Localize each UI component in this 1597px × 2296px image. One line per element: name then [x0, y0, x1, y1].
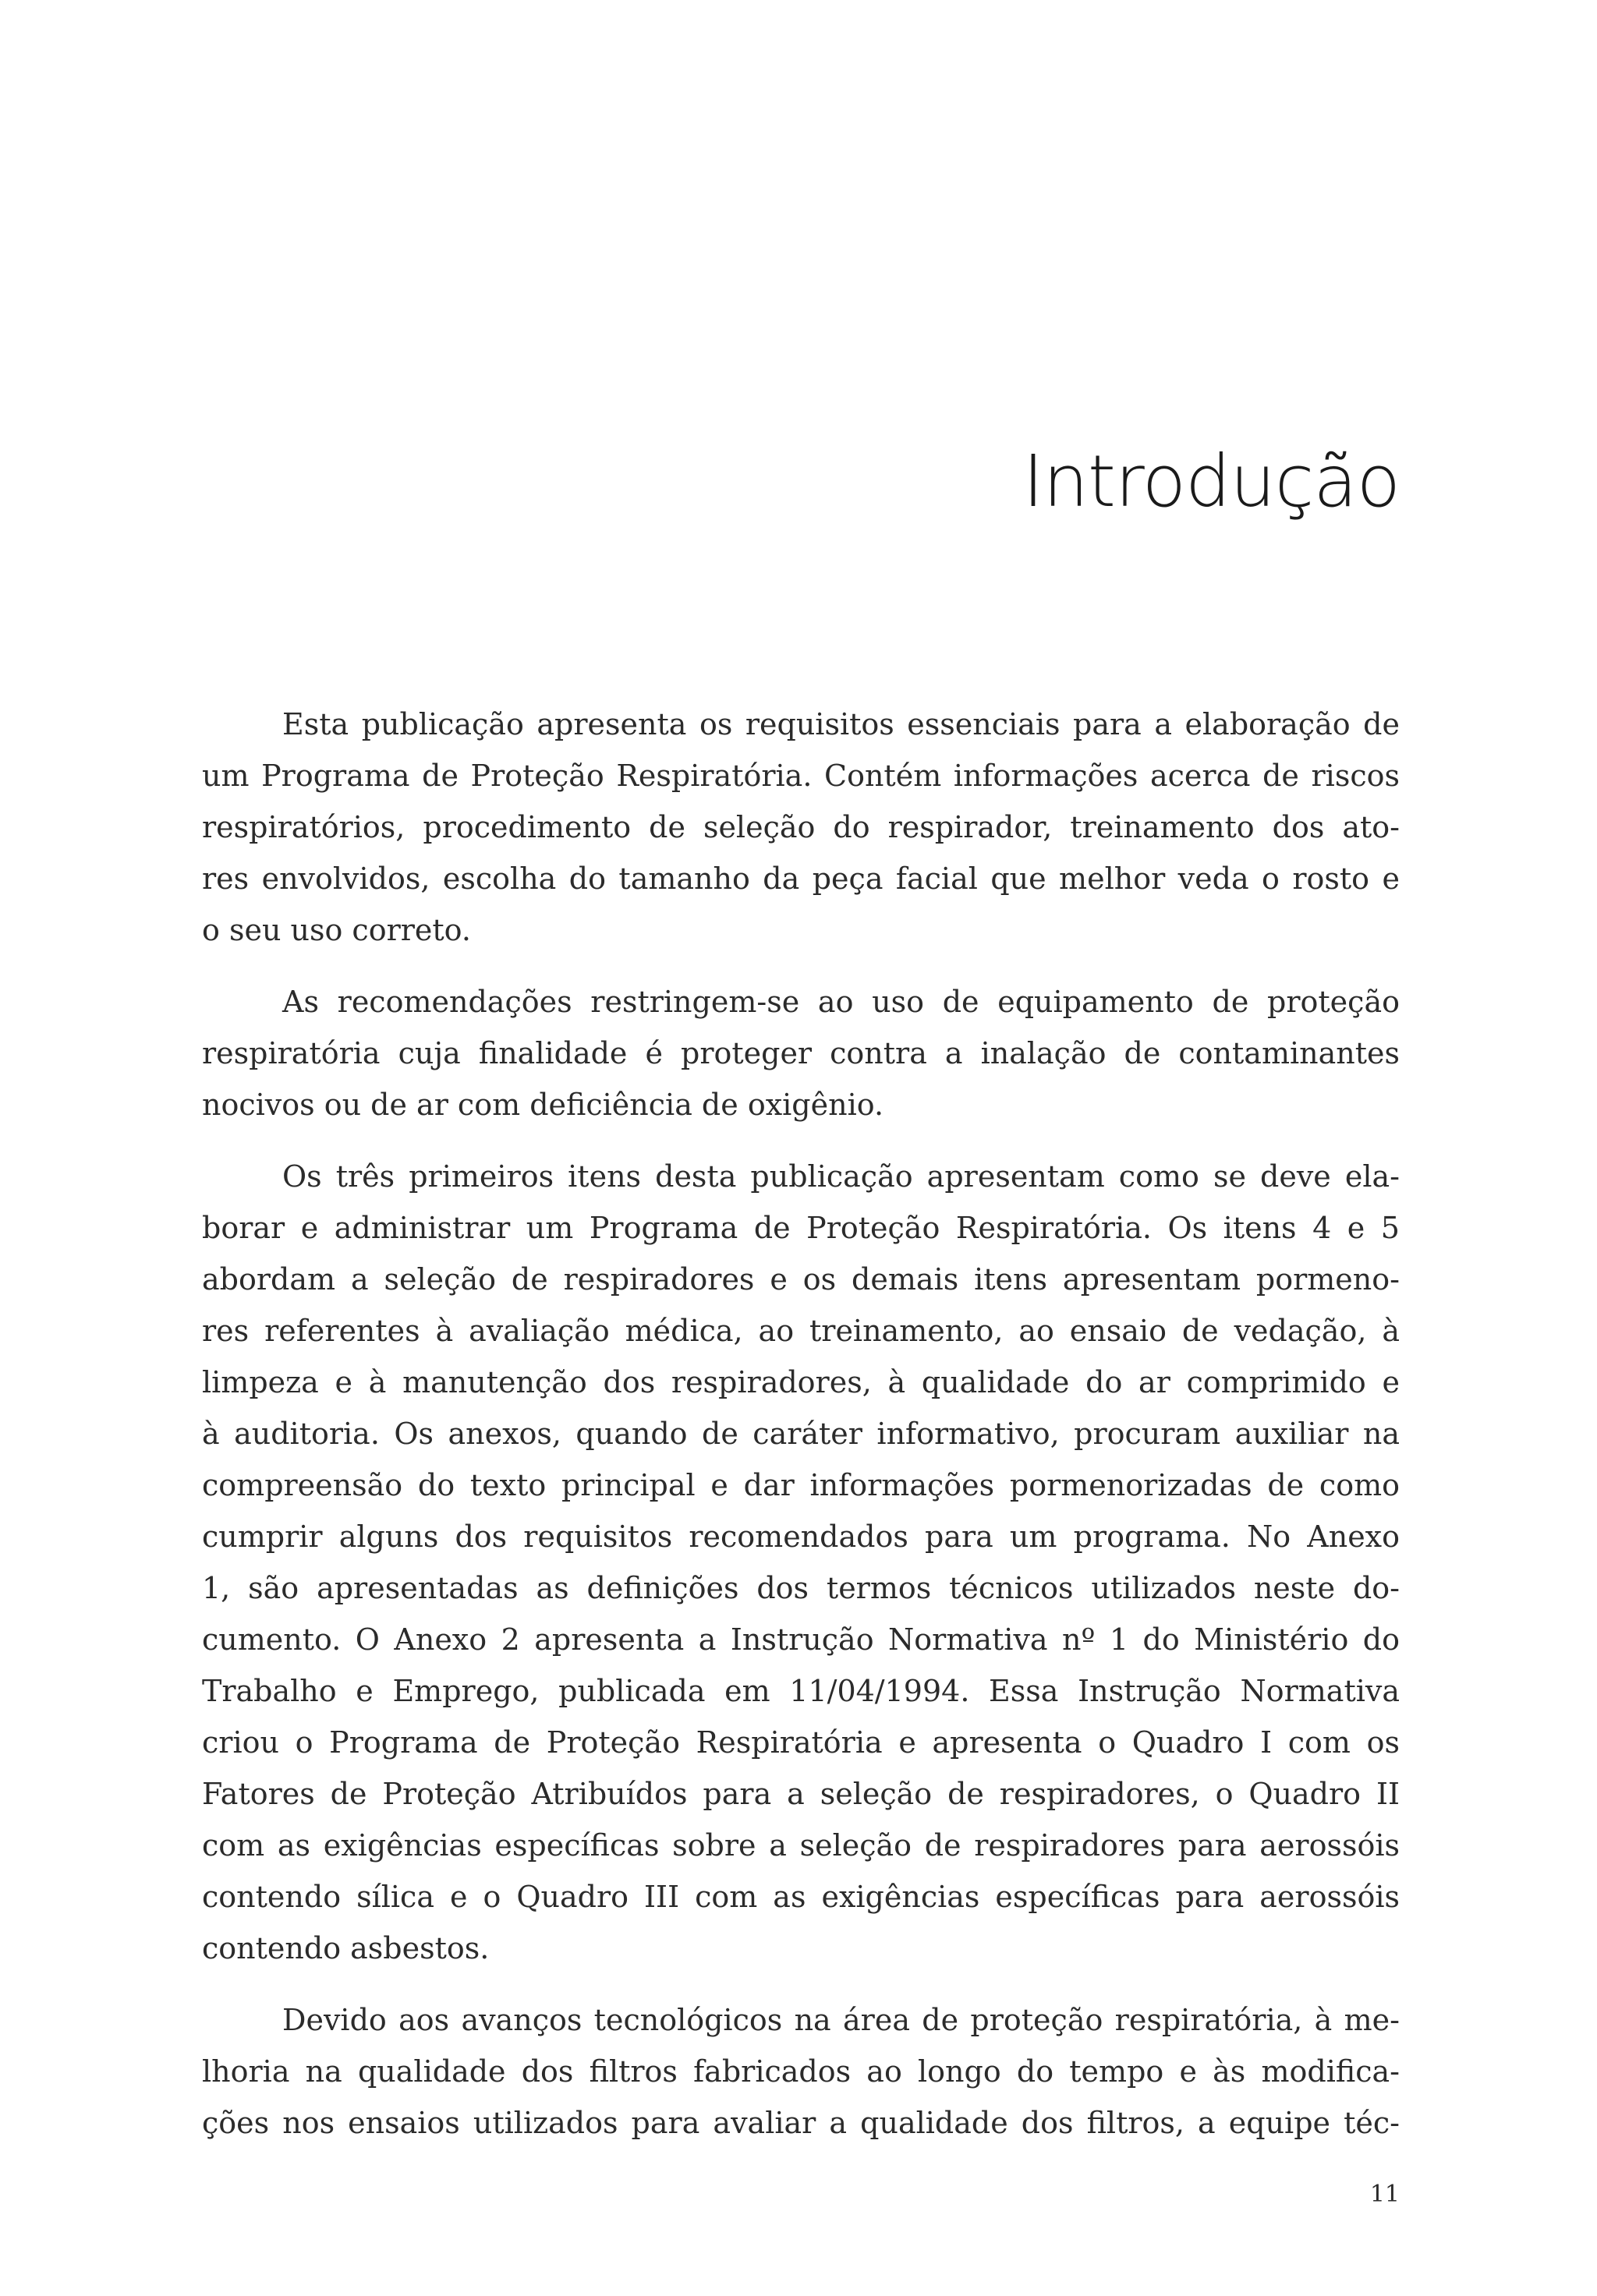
text-line: um Programa de Proteção Respiratória. Contém informações acerca de riscos [202, 759, 1400, 793]
text-line: à auditoria. Os anexos, quando de caráter informativo, procuram auxiliar na [202, 1417, 1400, 1451]
text-line: Fatores de Proteção Atribuídos para a seleção de respiradores, o Quadro II [202, 1777, 1400, 1811]
text-line: lhoria na qualidade dos filtros fabricados ao longo do tempo e às modifica- [202, 2054, 1400, 2089]
text-line: Trabalho e Emprego, publicada em 11/04/1994. Essa Instrução Normativa [202, 1674, 1400, 1708]
text-line: cumento. O Anexo 2 apresenta a Instrução Normativa nº 1 do Ministério do [202, 1622, 1400, 1657]
text-line: Os três primeiros itens desta publicação apresentam como se deve ela- [282, 1159, 1400, 1194]
text-line: contendo sílica e o Quadro III com as exigências específicas para aerossóis [202, 1880, 1400, 1914]
text-line: Devido aos avanços tecnológicos na área de proteção respiratória, à me- [282, 2003, 1400, 2037]
body-text [202, 699, 1400, 2169]
text-line: respiratória cuja finalidade é proteger contra a inalação de contaminantes [202, 1036, 1400, 1070]
text-line: o seu uso correto. [202, 913, 471, 947]
paragraph [202, 1151, 1400, 1974]
page-number: 11 [1369, 2181, 1400, 2208]
text-line: cumprir alguns dos requisitos recomendados para um programa. No Anexo [202, 1519, 1400, 1554]
text-line: compreensão do texto principal e dar informações pormenorizadas de como [202, 1468, 1400, 1502]
paragraph [202, 976, 1400, 1130]
text-line: contendo asbestos. [202, 1931, 490, 1965]
text-line: com as exigências específicas sobre a seleção de respiradores para aerossóis [202, 1828, 1400, 1863]
text-line: nocivos ou de ar com deficiência de oxigênio. [202, 1088, 884, 1122]
text-line: ções nos ensaios utilizados para avaliar a qualidade dos filtros, a equipe téc- [202, 2106, 1400, 2140]
paragraph [202, 1994, 1400, 2149]
text-line: criou o Programa de Proteção Respiratória e apresenta o Quadro I com os [202, 1725, 1400, 1760]
text-line: Esta publicação apresenta os requisitos essenciais para a elaboração de [282, 707, 1400, 741]
paragraph [202, 699, 1400, 956]
text-line: limpeza e à manutenção dos respiradores, à qualidade do ar comprimido e [202, 1365, 1400, 1399]
text-line: As recomendações restringem-se ao uso de equipamento de proteção [282, 985, 1400, 1019]
text-line: abordam a seleção de respiradores e os demais itens apresentam pormeno- [202, 1262, 1400, 1297]
text-line: borar e administrar um Programa de Proteção Respiratória. Os itens 4 e 5 [202, 1211, 1400, 1245]
text-line: res referentes à avaliação médica, ao treinamento, ao ensaio de vedação, à [202, 1314, 1400, 1348]
text-line: respiratórios, procedimento de seleção do respirador, treinamento dos ato- [202, 810, 1400, 844]
page-title: Introdução [1022, 440, 1400, 523]
text-line: res envolvidos, escolha do tamanho da peça facial que melhor veda o rosto e [202, 861, 1400, 896]
text-line: 1, são apresentadas as definições dos termos técnicos utilizados neste do- [202, 1571, 1400, 1605]
